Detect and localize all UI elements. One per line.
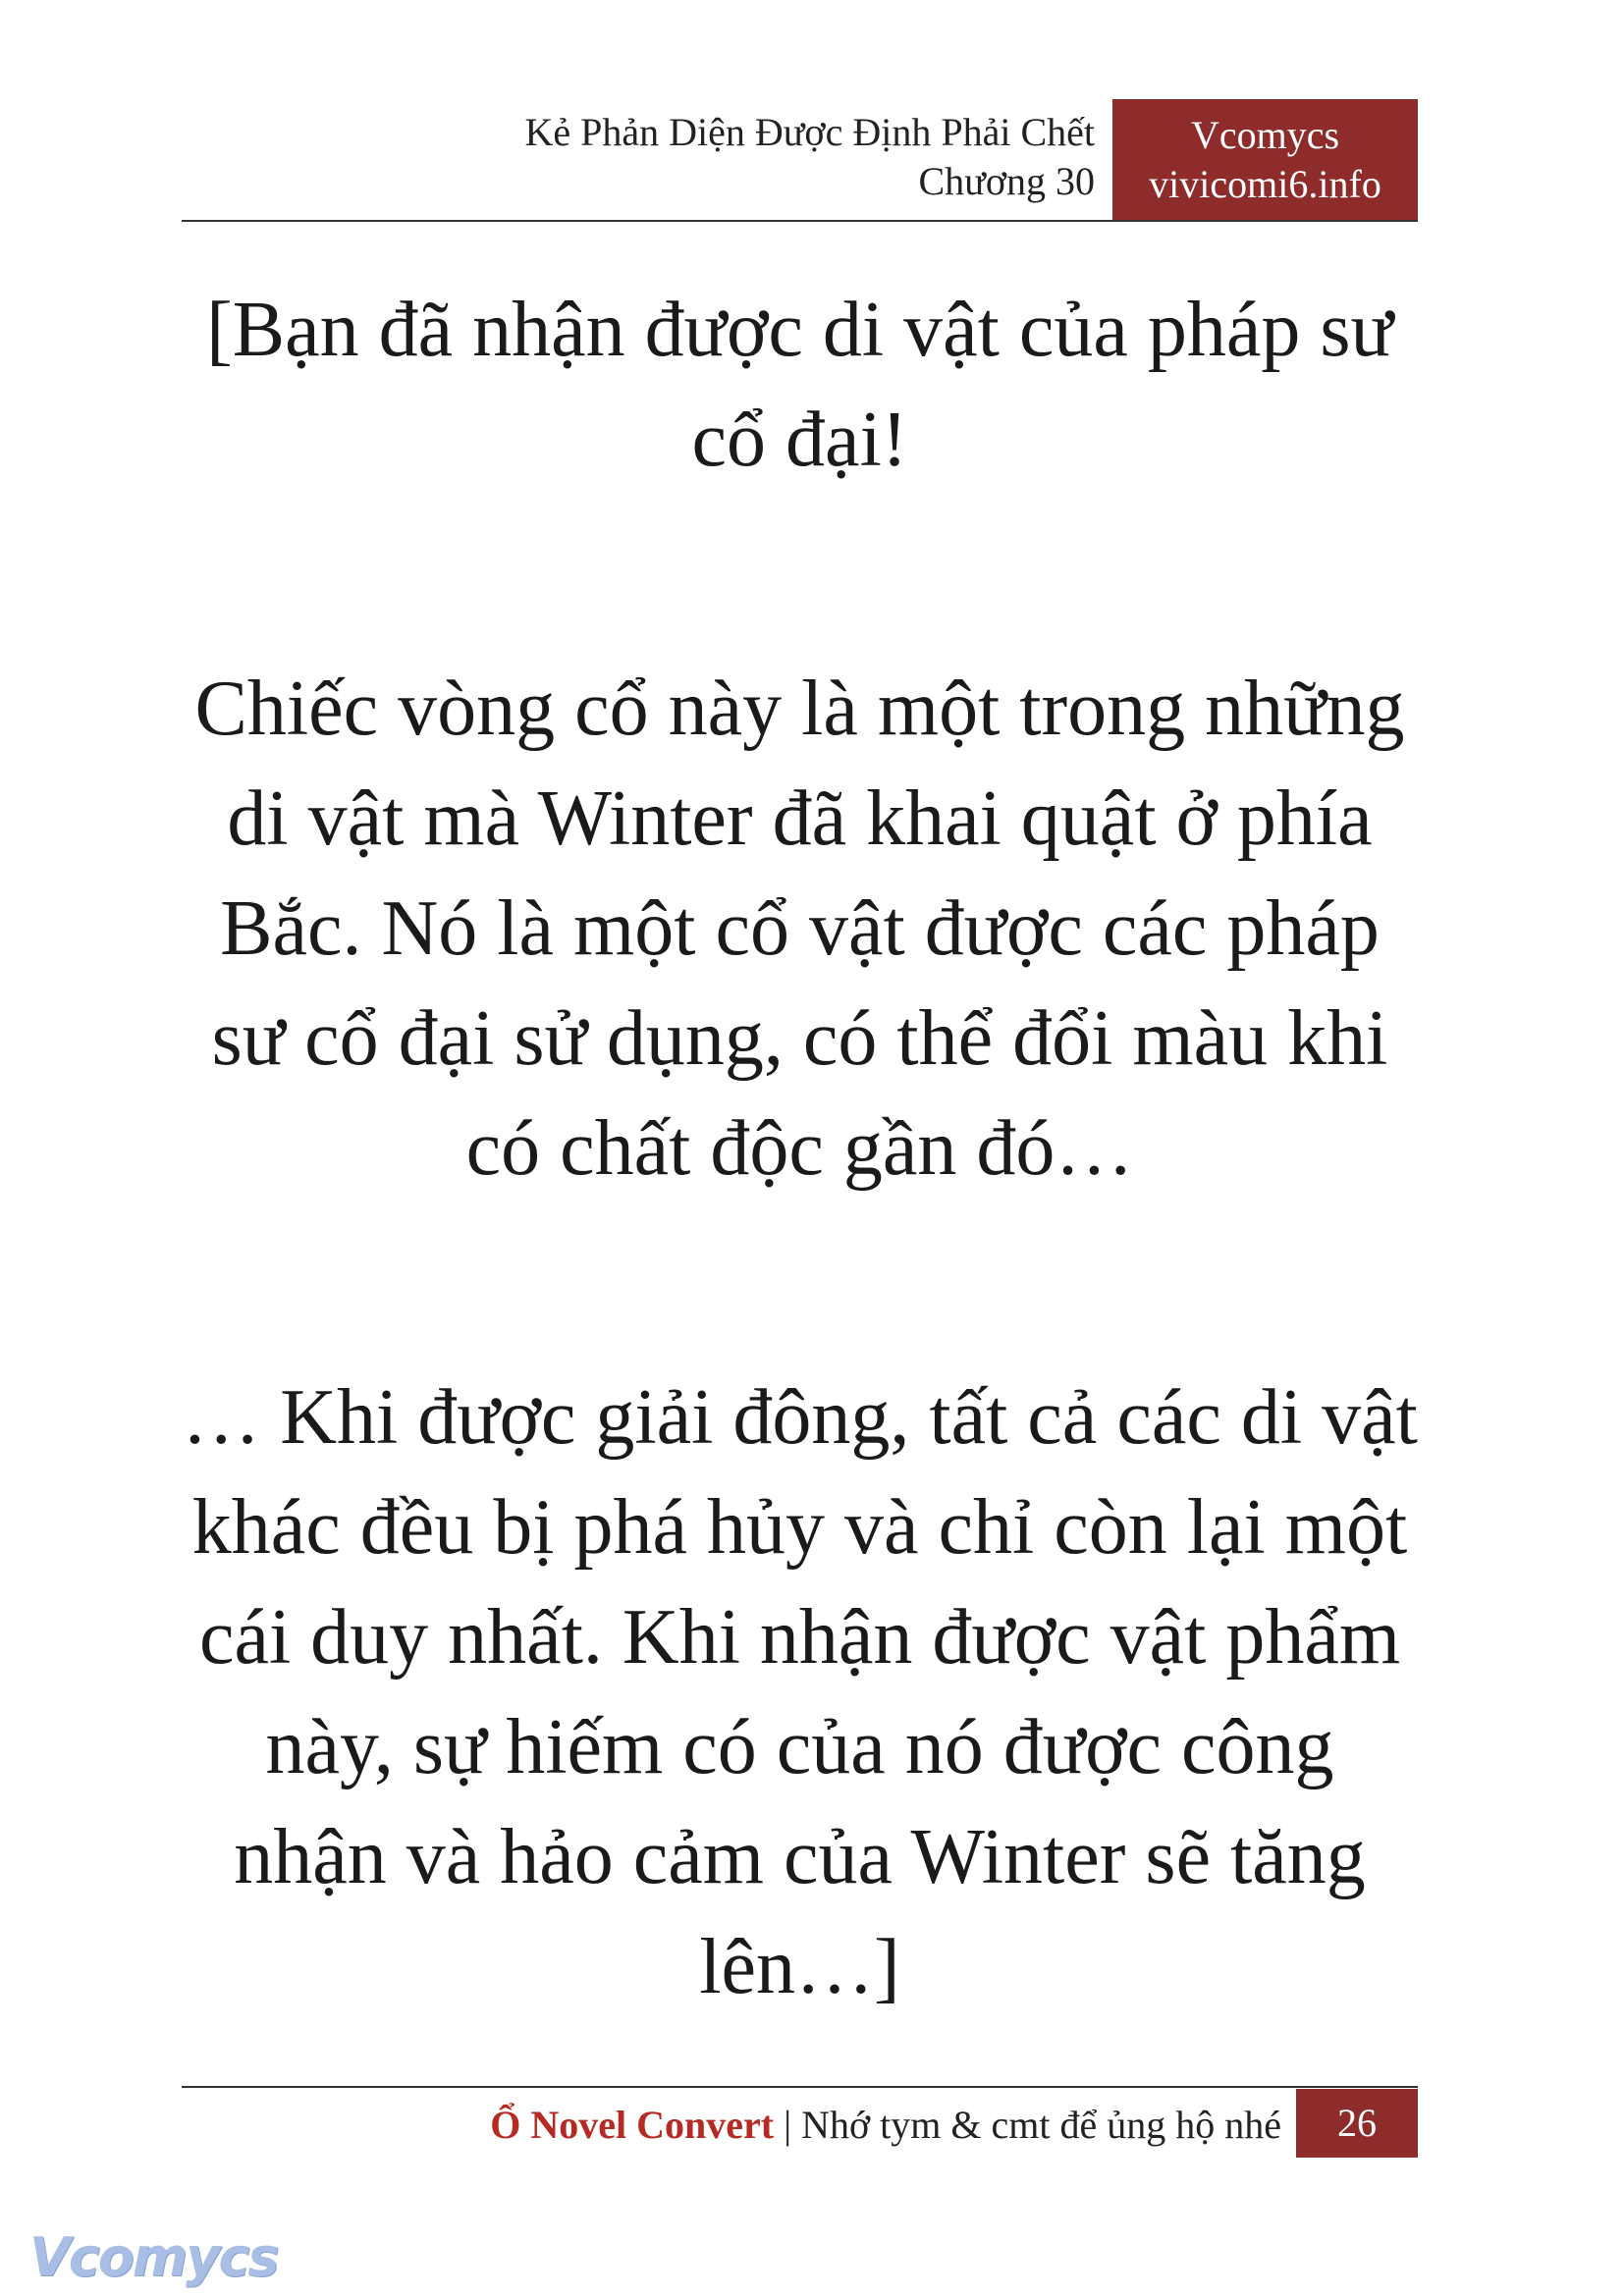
chapter-label: Chương 30 bbox=[918, 159, 1095, 203]
footer-note: Nhớ tym & cmt để ủng hộ nhé bbox=[801, 2103, 1281, 2147]
watermark-logo: Vcomycs bbox=[29, 2226, 278, 2288]
paragraph-1: [Bạn đã nhận được di vật của pháp sư cổ đại! bbox=[206, 287, 1393, 483]
paragraph-2: Chiếc vòng cổ này là một trong những di vật mà Winter đã khai quật ở phía Bắc. Nó là một cổ vật được các pháp sư cổ đại sử dụng, có thể đổi màu khi có chất độc gần đó… bbox=[194, 666, 1405, 1192]
header-divider bbox=[182, 220, 1418, 222]
page-body bbox=[182, 275, 1418, 2022]
book-title: Kẻ Phản Diện Được Định Phải Chết bbox=[524, 110, 1095, 154]
footer-brand: Ổ Novel Convert bbox=[490, 2103, 775, 2147]
site-url: vivicomi6.info bbox=[1149, 161, 1381, 206]
page-header bbox=[182, 108, 1095, 206]
page-number: 26 bbox=[1296, 2089, 1418, 2158]
paragraph-3: … Khi được giải đông, tất cả các di vật khác đều bị phá hủy và chỉ còn lại một cái duy nhất. Khi nhận được vật phẩm này, sự hiếm có của nó được công nhận và hảo cảm của Winter sẽ tăng lên…] bbox=[182, 1374, 1418, 2010]
site-name: Vcomycs bbox=[1190, 112, 1340, 157]
footer-divider bbox=[182, 2086, 1418, 2088]
footer-separator: | bbox=[774, 2103, 802, 2147]
page-footer bbox=[182, 2096, 1281, 2155]
site-badge bbox=[1112, 99, 1418, 220]
